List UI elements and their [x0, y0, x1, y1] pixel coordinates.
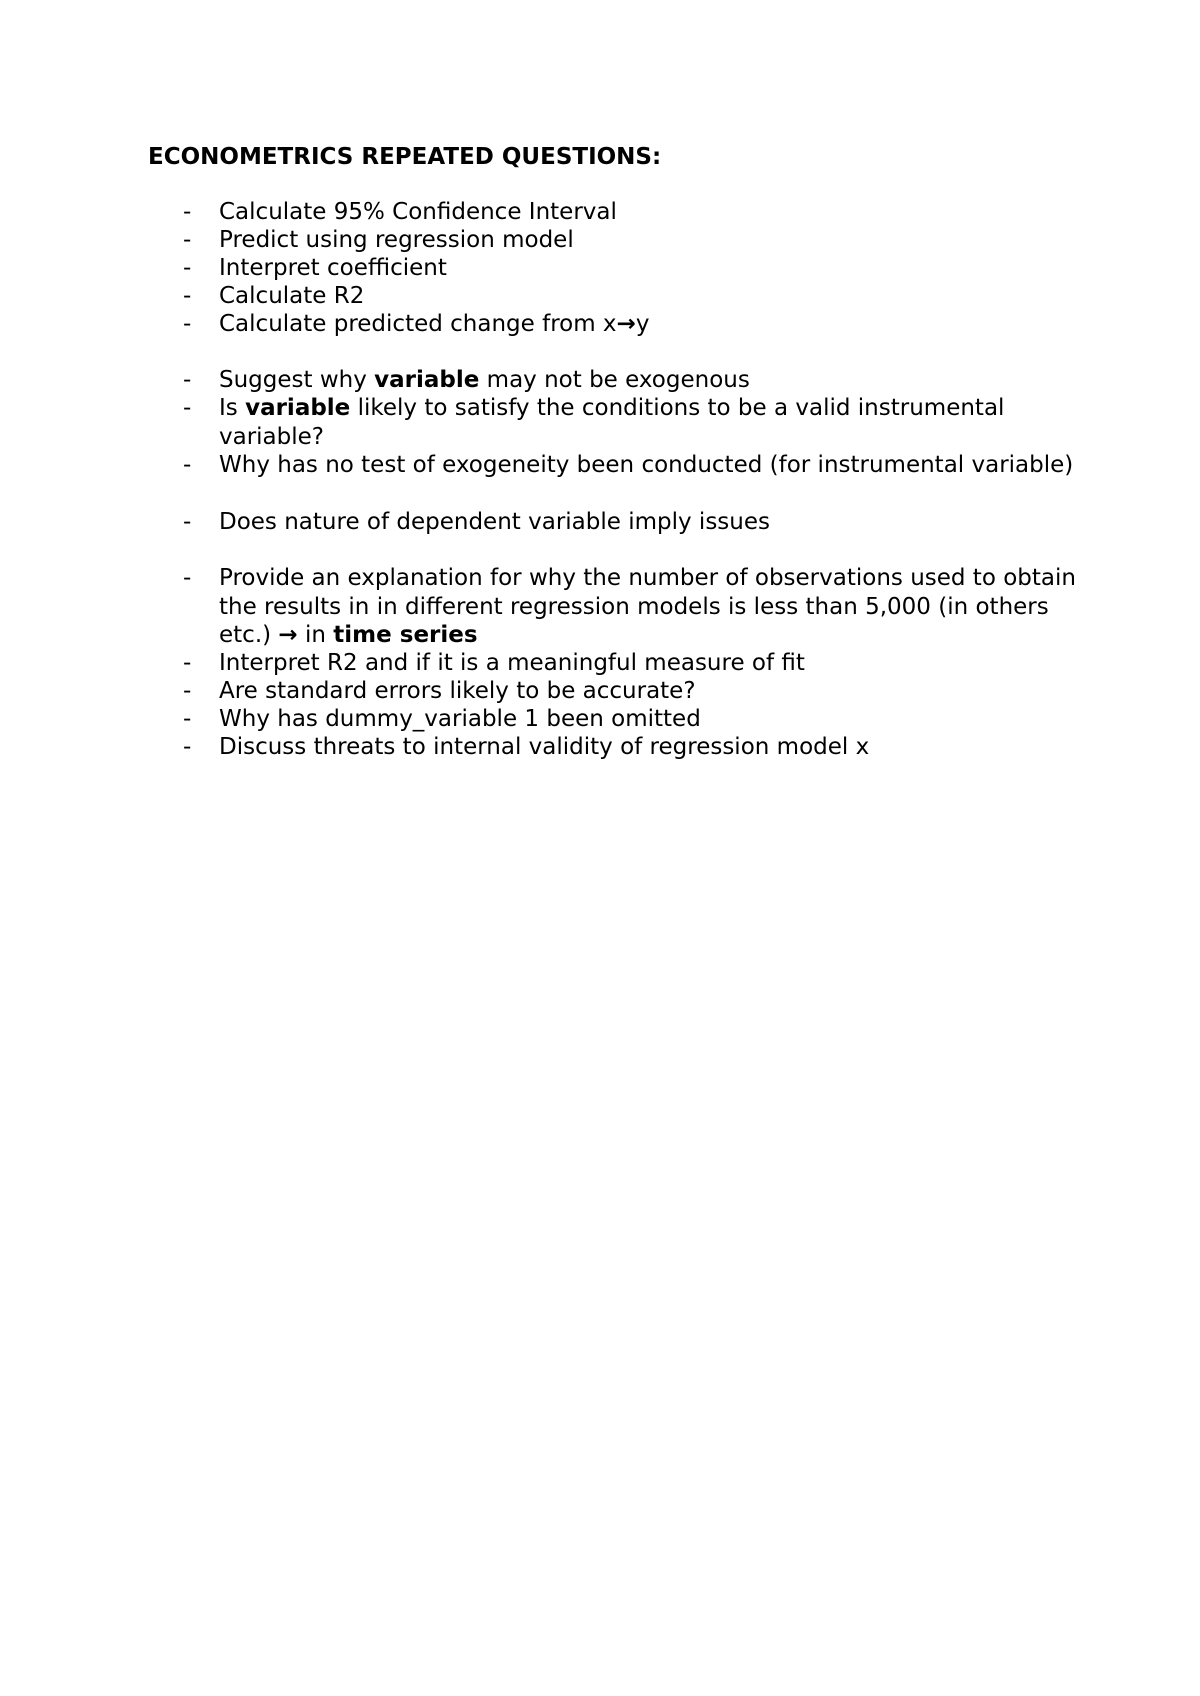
bullet-dash: -: [183, 650, 192, 676]
bullet-dash: -: [183, 565, 192, 591]
text-segment: Interpret R2 and if it is a meaningful measure of fit: [219, 650, 805, 676]
list-item-text: [219, 254, 1099, 283]
bullet-dash: -: [183, 734, 192, 760]
bold-term: variable: [374, 367, 480, 393]
list-item-text: [219, 564, 1099, 650]
text-segment: Is: [219, 395, 246, 421]
bullet-dash: -: [183, 311, 192, 337]
text-segment: Why has no test of exogeneity been conducted (for instrumental variable): [219, 452, 1074, 478]
bullet-dash: -: [183, 395, 192, 421]
arrow-right-icon: →: [278, 622, 298, 648]
list-item-text: [219, 310, 1099, 339]
bullet-dash: -: [183, 452, 192, 478]
bullet-dash: -: [183, 678, 192, 704]
list-item-text: [219, 508, 1099, 537]
list-item-text: [219, 677, 1099, 706]
text-segment: Why has dummy_variable 1 been omitted: [219, 706, 701, 732]
list-item-text: [219, 394, 1099, 451]
list-item-text: [219, 226, 1099, 255]
list-item-text: [219, 198, 1099, 227]
arrow-right-icon: →: [616, 311, 636, 337]
text-segment: likely to satisfy the conditions to be a valid instrumental variable?: [219, 395, 1005, 450]
text-segment: Calculate 95% Confidence Interval: [219, 199, 617, 225]
bullet-dash: -: [183, 255, 192, 281]
list-item-text: [219, 366, 1099, 395]
bold-term: variable: [245, 395, 351, 421]
bullet-dash: -: [183, 199, 192, 225]
text-segment: Calculate R2: [219, 283, 365, 309]
list-item-text: [219, 733, 1099, 762]
text-segment: Discuss threats to internal validity of regression model x: [219, 734, 870, 760]
text-segment: Are standard errors likely to be accurate?: [219, 678, 696, 704]
document-title: ECONOMETRICS REPEATED QUESTIONS:: [148, 144, 662, 170]
list-item-text: [219, 705, 1099, 734]
bullet-dash: -: [183, 509, 192, 535]
text-segment: Predict using regression model: [219, 227, 574, 253]
bullet-dash: -: [183, 283, 192, 309]
list-item-text: [219, 451, 1099, 480]
bullet-dash: -: [183, 706, 192, 732]
bullet-dash: -: [183, 367, 192, 393]
text-segment: Suggest why: [219, 367, 375, 393]
bold-term: time series: [333, 622, 478, 648]
text-segment: y: [635, 311, 650, 337]
text-segment: may not be exogenous: [479, 367, 750, 393]
text-segment: Calculate predicted change from x: [219, 311, 617, 337]
text-segment: Interpret coefficient: [219, 255, 447, 281]
list-item-text: [219, 282, 1099, 311]
text-segment: Does nature of dependent variable imply issues: [219, 509, 770, 535]
list-item-text: [219, 649, 1099, 678]
text-segment: Provide an explanation for why the number of observations used to obtain the results in in different regression models is less than 5,000 (in others etc.): [219, 565, 1076, 648]
bullet-dash: -: [183, 227, 192, 253]
text-segment: in: [297, 622, 334, 648]
